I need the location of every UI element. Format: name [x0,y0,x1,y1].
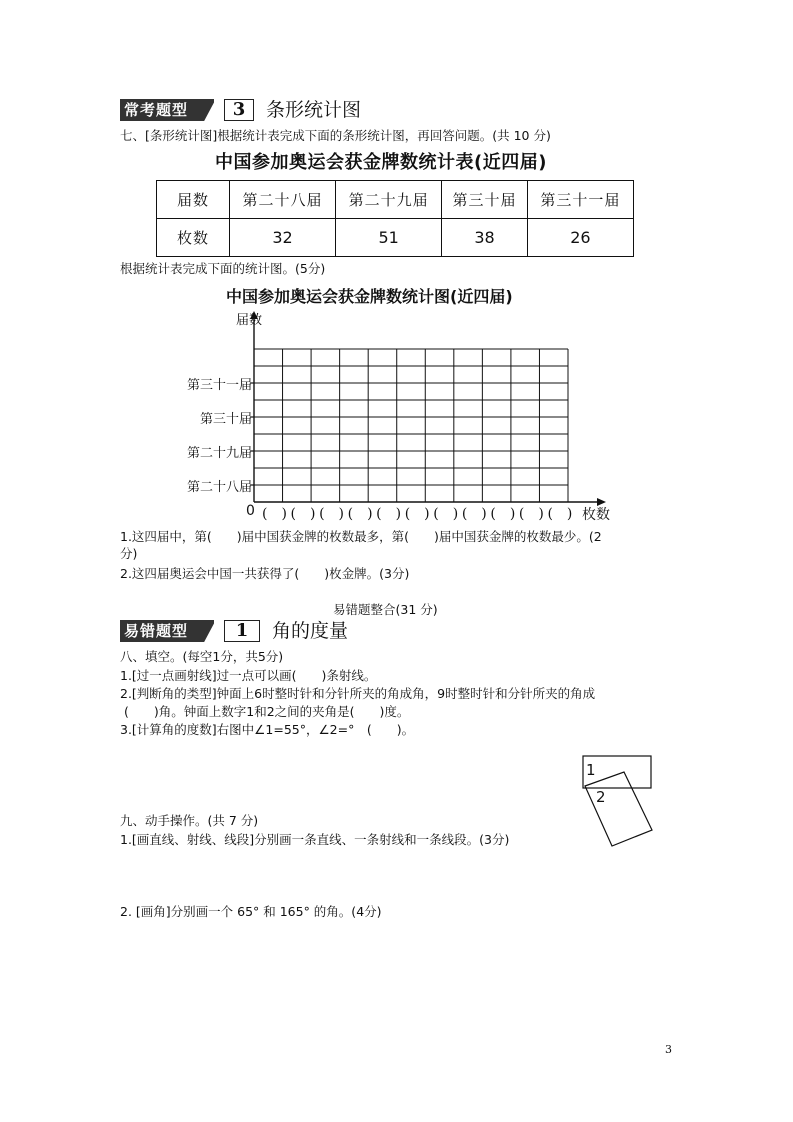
x-tick-blank: ( ) [376,506,402,522]
q8-heading: 八、填空。(每空1分，共5分) [120,649,284,664]
banner-tag: 易错题型 [120,620,214,642]
banner-title: 条形统计图 [266,99,362,121]
table-cell-medals: 38 [442,219,528,257]
table-title: 中国参加奥运会获金牌数统计表(近四届) [215,152,547,173]
page-number: 3 [665,1043,672,1056]
x-tick-blank: ( ) [518,506,544,522]
table-cell-session: 第二十八届 [230,181,336,219]
table-cell-medals: 26 [527,219,633,257]
banner-number: 3 [224,99,254,121]
medal-stats-table [156,180,634,257]
q7-sub1: 1.这四届中，第( )届中国获金牌的枚数最多，第( )届中国获金牌的枚数最少。(2 [120,529,602,544]
y-tick-label: 第二十九届 [186,446,252,461]
banner-tag: 常考题型 [120,99,214,121]
figure-label-angle2: 2 [596,788,606,806]
table-cell-session: 第二十九届 [336,181,442,219]
x-tick-blank: ( ) [547,506,573,522]
table-cell-medals: 51 [336,219,442,257]
x-axis-title: 枚数 [582,507,610,523]
section-note: 易错题整合(31 分) [333,602,438,617]
x-tick-blank: ( ) [461,506,487,522]
q9-item1: 1.[画直线、射线、线段]分别画一条直线、一条射线和一条线段。(3分) [120,832,510,847]
table-cell-medals: 32 [230,219,336,257]
table-cell-session: 第三十届 [442,181,528,219]
q7-sub2: 2.这四届奥运会中国一共获得了( )枚金牌。(3分) [120,566,410,581]
table-row-label: 枚数 [157,219,230,257]
q8-item1: 1.[过一点画射线]过一点可以画( )条射线。 [120,668,377,683]
x-tick-blank: ( ) [490,506,516,522]
y-tick-label: 第二十八届 [186,480,252,495]
table-row-medals [157,219,634,257]
chart-title: 中国参加奥运会获金牌数统计图(近四届) [226,287,513,306]
figure-folded-part [585,772,652,846]
q8-item3: 3.[计算角的度数]右图中∠1=55°，∠2=° ( )。 [120,722,415,737]
x-tick-blank: ( ) [404,506,430,522]
x-tick-blank: ( ) [262,506,287,522]
section-banner-common-3 [120,99,420,121]
banner-number: 1 [224,620,260,642]
chart-instruction: 根据统计表完成下面的统计图。(5分) [120,261,326,276]
y-tick-label: 第三十届 [199,412,252,427]
q8-item2-line1: 2.[判断角的类型]钟面上6时整时针和分针所夹的角成角，9时整时针和分针所夹的角成 [120,686,596,701]
table-row-sessions [157,181,634,219]
q9-item2: 2. [画角]分别画一个 65° 和 165° 的角。(4分) [120,904,382,919]
x-tick-blank: ( ) [319,506,345,522]
figure-label-angle1: 1 [586,761,596,779]
q7-sub1-cont: 分) [120,546,138,561]
y-axis-title: 届数 [236,313,263,328]
x-tick-blank: ( ) [347,506,373,522]
table-cell-session: 第三十一届 [527,181,633,219]
x-axis-origin-label: 0 [246,503,255,519]
section-banner-error-1 [120,620,420,642]
q8-item2-line2: ( )角。钟面上数字1和2之间的夹角是( )度。 [124,704,410,719]
q7-heading: 七、[条形统计图]根据统计表完成下面的条形统计图，再回答问题。(共 10 分) [120,128,551,143]
x-tick-blank: ( ) [433,506,459,522]
x-tick-blank: ( ) [290,506,316,522]
y-tick-label: 第三十一届 [186,378,252,393]
banner-title: 角的度量 [272,620,349,642]
table-header-label: 届数 [157,181,230,219]
q9-heading: 九、动手操作。(共 7 分) [120,813,259,828]
